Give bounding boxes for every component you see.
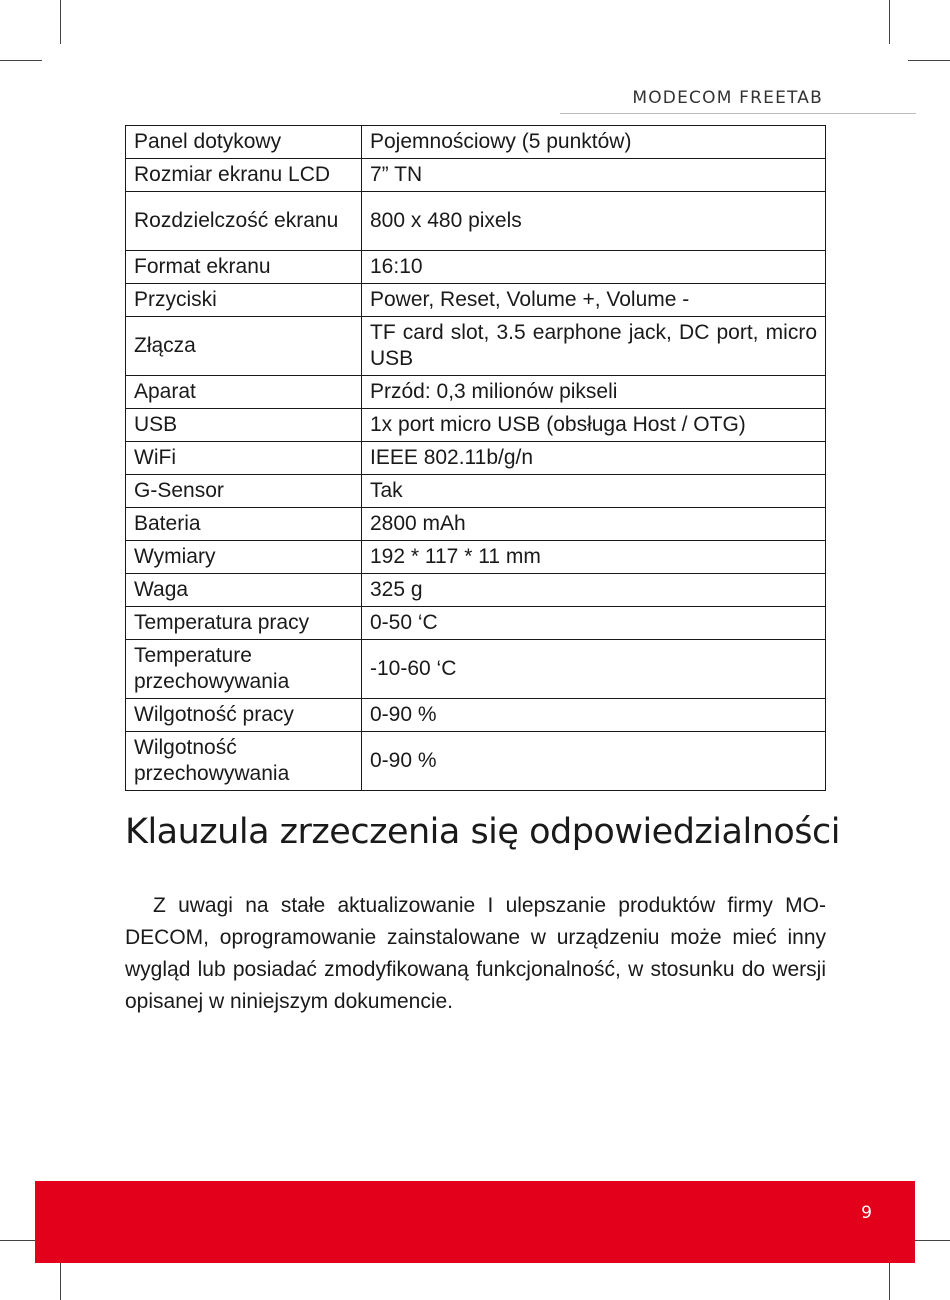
table-row [126,192,826,251]
spec-value: TF card slot, 3.5 earphone jack, DC port, micro USB [362,317,826,376]
spec-label: Panel dotykowy [126,126,362,159]
spec-label: Temperature przechowywania [126,640,362,699]
table-row [126,126,826,159]
table-row [126,284,826,317]
table-row [126,508,826,541]
spec-label: Rozmiar ekranu LCD [126,159,362,192]
spec-label: Wilgotność pracy [126,699,362,732]
spec-label: Złącza [126,317,362,376]
spec-value: 800 x 480 pixels [362,192,826,251]
spec-label: Format ekranu [126,251,362,284]
table-row [126,607,826,640]
spec-value: 192 * 117 * 11 mm [362,541,826,574]
spec-label: Temperatura pracy [126,607,362,640]
table-row [126,541,826,574]
spec-label: Waga [126,574,362,607]
spec-label: Wymiary [126,541,362,574]
table-row [126,699,826,732]
spec-label: USB [126,409,362,442]
spec-value: 2800 mAh [362,508,826,541]
spec-label: Przyciski [126,284,362,317]
spec-value: Pojemnościowy (5 punktów) [362,126,826,159]
section-heading: Klauzula zrzeczenia się odpowiedzialności [125,812,840,852]
spec-value: 1x port micro USB (obsługa Host / OTG) [362,409,826,442]
spec-label: Aparat [126,376,362,409]
spec-value: -10-60 ‘C [362,640,826,699]
running-header: MODECOM FREETAB [632,88,823,108]
table-row [126,376,826,409]
crop-mark [889,0,890,44]
table-row [126,409,826,442]
spec-value: 0-90 % [362,699,826,732]
spec-label: Bateria [126,508,362,541]
spec-value: 0-90 % [362,732,826,791]
crop-mark [60,0,61,44]
footer-band [35,1181,915,1263]
specifications-table [125,125,826,791]
page-number: 9 [861,1203,872,1223]
spec-value: 325 g [362,574,826,607]
table-row [126,251,826,284]
spec-value: 16:10 [362,251,826,284]
table-row [126,574,826,607]
crop-mark [0,60,42,61]
header-rule [560,113,916,114]
spec-value: Power, Reset, Volume +, Volume - [362,284,826,317]
table-row [126,159,826,192]
disclaimer-paragraph: Z uwagi na stałe aktualizowanie I ulepszanie produktów firmy MO-DECOM, oprogramowanie zainstalowane w urządzeniu może mieć inny wygląd lub posiadać zmodyfikowaną funkcjonalność, w stosunku do wersji opisanej w niniejszym dokumencie. [125,894,826,1013]
table-row [126,475,826,508]
spec-value: IEEE 802.11b/g/n [362,442,826,475]
table-row [126,442,826,475]
table-row [126,640,826,699]
spec-label: WiFi [126,442,362,475]
spec-value: 0-50 ‘C [362,607,826,640]
spec-label: Wilgotność przechowywania [126,732,362,791]
spec-label: G-Sensor [126,475,362,508]
table-row [126,732,826,791]
spec-value: Przód: 0,3 milionów pikseli [362,376,826,409]
spec-value: Tak [362,475,826,508]
spec-value: 7” TN [362,159,826,192]
crop-mark [908,60,950,61]
table-row [126,317,826,376]
spec-label: Rozdzielczość ekranu [126,192,362,251]
